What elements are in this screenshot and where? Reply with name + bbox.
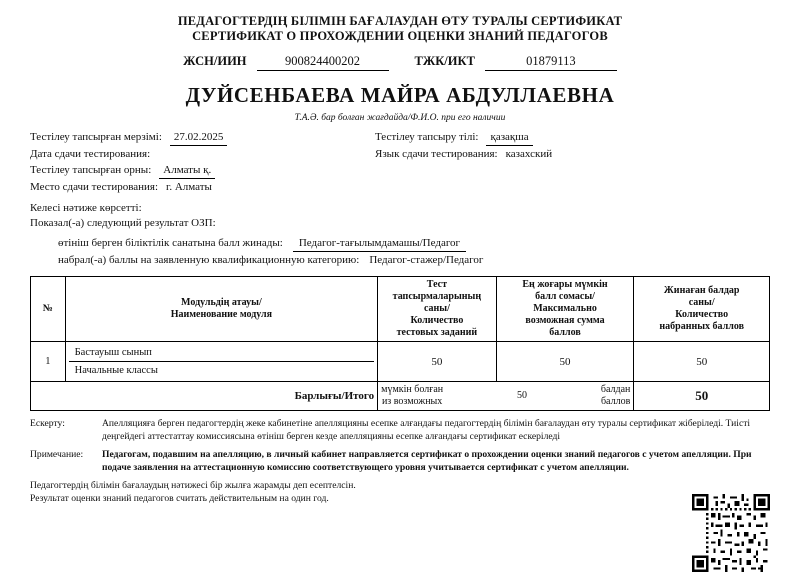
header-max-l1: Ең жоғары мүмкін: [522, 279, 608, 290]
row-module: [65, 342, 377, 382]
header-count-l1: Тест: [426, 279, 447, 290]
full-name-note: Т.А.Ә. бар болған жағдайда/Ф.И.О. при его наличии: [294, 113, 506, 123]
lang-label-ru: Язык сдачи тестирования:: [375, 148, 498, 160]
qr-code-svg: [692, 494, 770, 572]
category-row-kk: [30, 235, 770, 252]
footer-note-ru: Результат оценки знаний педагогов считать действительным на один год.: [30, 492, 329, 504]
header-count-l5: тестовых заданий: [396, 327, 478, 338]
footer-note-kk: Педагогтердің білімін бағалаудың нәтижесі бір жылға жарамды деп есептелсін.: [30, 480, 356, 491]
header-max-l2: балл сомасы/: [535, 291, 595, 302]
total-unit-words: [601, 384, 630, 408]
place-ru: [30, 179, 375, 195]
info-row-place: [30, 162, 770, 179]
scores-table-body: [31, 342, 770, 411]
total-possible: [378, 382, 634, 411]
category-label-kk: өтініш берген біліктілік санатына балл жинады:: [58, 237, 283, 249]
info-row-date: [30, 129, 770, 146]
header-got-l1: Жинаған балдар: [663, 285, 740, 296]
row-count: 50: [378, 342, 497, 382]
total-possible-inner: [381, 384, 630, 408]
place-label-ru: Место сдачи тестирования:: [30, 181, 159, 193]
iin-field: [183, 54, 388, 71]
header-count: [378, 277, 497, 342]
footer-note: [30, 480, 770, 505]
category-row-ru: [30, 252, 770, 268]
place-kk: [30, 162, 375, 179]
total-possible-kk: мүмкін болған: [381, 384, 444, 395]
total-possible-ru: из возможных: [381, 396, 443, 407]
row-num: 1: [31, 342, 66, 382]
header-max-l4: возможная сумма: [525, 315, 605, 326]
total-label: Барлығы/Итого: [31, 382, 378, 411]
place-label-kk: Тестілеу тапсырған орны:: [30, 164, 152, 176]
result-intro-ru: Показал(-а) следующий результат ОЗП:: [30, 217, 216, 229]
note-label-ru: Примечание:: [30, 449, 84, 460]
header-module-ru: Наименование модуля: [170, 309, 273, 320]
date-label-ru: Дата сдачи тестирования:: [30, 148, 151, 160]
full-name: ДУЙСЕНБАЕВА МАЙРА АБДУЛЛАЕВНА: [185, 83, 615, 107]
header-max: [496, 277, 634, 342]
header-got-l2: саны/: [688, 297, 715, 308]
row-module-kk: Бастауыш сынып: [69, 344, 374, 362]
tzhk-field: [415, 54, 617, 71]
tzhk-label: ТЖК/ИКТ: [414, 54, 475, 68]
title-kk: ПЕДАГОГТЕРДІҢ БІЛІМІН БАҒАЛАУДАН ӨТУ ТУРАЛЫ СЕРТИФИКАТ: [177, 14, 623, 28]
date-kk: [30, 129, 375, 146]
row-got: 50: [634, 342, 770, 382]
category-label-ru: набрал(-а) баллы на заявленную квалификационную категорию:: [58, 254, 360, 266]
header-max-l5: баллов: [549, 327, 581, 338]
place-ru-spacer: [375, 179, 770, 195]
lang-value-kk: қазақша: [486, 129, 532, 146]
table-row: [31, 342, 770, 382]
header-count-l4: Количество: [410, 315, 464, 326]
table-header-row: [31, 277, 770, 342]
lang-ru: [375, 146, 770, 162]
header-count-l3: саны/: [423, 303, 450, 314]
scores-table-head: [31, 277, 770, 342]
header-count-l2: тапсырмаларының: [392, 291, 482, 302]
total-score: 50: [634, 382, 770, 411]
info-row-place-ru: [30, 179, 770, 195]
info-row-date-ru: [30, 146, 770, 162]
identifier-row: [30, 54, 770, 71]
header-module: [65, 277, 377, 342]
note-label-kk: Ескерту:: [30, 418, 65, 429]
title-ru: СЕРТИФИКАТ О ПРОХОЖДЕНИИ ОЦЕНКИ ЗНАНИЙ ПЕДАГОГОВ: [192, 29, 608, 43]
result-intro-kk: Келесі нәтиже көрсетті:: [30, 202, 142, 214]
total-possible-value: 50: [517, 390, 527, 401]
scores-table: [30, 276, 770, 411]
lang-kk: [375, 129, 770, 146]
note-text-kk: Апелляцияға берген педагогтердің жеке кабинетіне апелляцияны есепке алғандағы педагогтердің білімін бағалаудан өту туралы сертификат жіберіледі. Тиісті деңгейдегі аттестаттау комиссиясына өтініш берген кезде апелляцияны есепке алғандағы сертификат ескеріледі: [102, 418, 751, 442]
tzhk-value: 01879113: [485, 54, 617, 71]
place-value-ru: г. Алматы: [166, 181, 212, 193]
place-value-kk: Алматы қ.: [159, 162, 215, 179]
note-text-ru: Педагогам, подавшим на апелляцию, в личный кабинет направляется сертификат о прохождении оценки знаний педагогов с учетом апелляции. При подаче заявления на аттестационную комиссию соответствующего уровня учитывается сертификат с учетом апелляции.: [102, 449, 752, 473]
header-max-l3: Максимально: [533, 303, 597, 314]
total-possible-words: [381, 384, 443, 408]
row-max: 50: [496, 342, 634, 382]
date-value: 27.02.2025: [170, 129, 228, 146]
iin-value: 900824400202: [257, 54, 389, 71]
category-value-kk: Педагог-тағылымдамашы/Педагог: [293, 235, 466, 252]
header-got-l4: набранных баллов: [659, 321, 744, 332]
header-module-kk: Модульдің атауы/: [181, 297, 262, 308]
notes-block: [30, 418, 770, 474]
category-value-ru: Педагог-стажер/Педагог: [369, 254, 484, 266]
header-num: №: [31, 277, 66, 342]
place-spacer: [375, 162, 770, 179]
qr-code-icon: [692, 494, 770, 572]
result-intro: [30, 201, 770, 231]
header-got: [634, 277, 770, 342]
note-kk: [30, 418, 770, 443]
iin-label: ЖСН/ИИН: [183, 54, 247, 68]
note-ru: [30, 449, 770, 474]
header-got-l3: Количество: [675, 309, 729, 320]
info-block: [30, 129, 770, 195]
total-unit-ru: баллов: [600, 396, 631, 407]
row-module-ru: Начальные классы: [74, 365, 158, 376]
lang-value-ru: казахский: [505, 148, 553, 160]
lang-label-kk: Тестілеу тапсыру тілі:: [375, 131, 479, 143]
document-title: [30, 14, 770, 44]
date-label-kk: Тестілеу тапсырған мерзімі:: [30, 131, 162, 143]
total-unit-kk: балдан: [600, 384, 631, 395]
table-total-row: [31, 382, 770, 411]
date-ru: [30, 146, 375, 162]
